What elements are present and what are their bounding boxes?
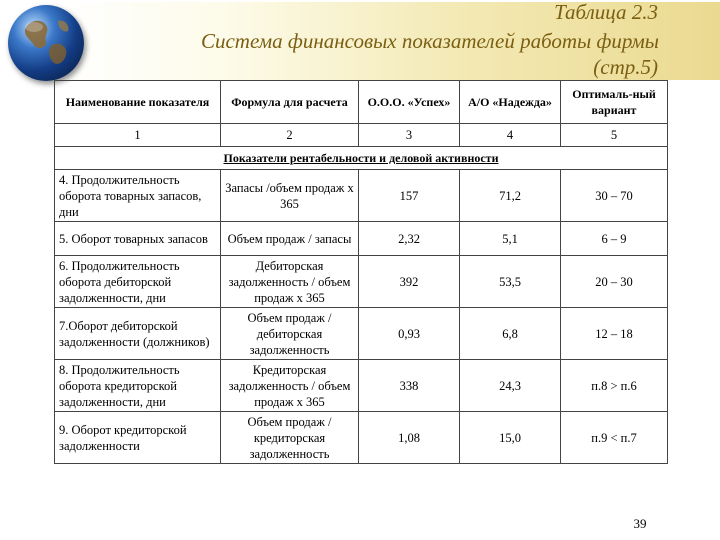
value-optimal: 6 – 9 (561, 222, 668, 256)
column-number: 5 (561, 124, 668, 147)
column-number: 2 (221, 124, 359, 147)
table-row (55, 360, 668, 412)
table-row (55, 256, 668, 308)
header-nadezhda: А/О «Надежда» (460, 81, 561, 124)
value-optimal: 12 – 18 (561, 308, 668, 360)
value-uspekh: 157 (359, 170, 460, 222)
column-number-row (55, 124, 668, 147)
value-nadezhda: 71,2 (460, 170, 561, 222)
formula: Объем продаж / дебиторская задолженность (221, 308, 359, 360)
header-optimal: Оптималь-ный вариант (561, 81, 668, 124)
formula: Кредиторская задолженность / объем продаж х 365 (221, 360, 359, 412)
column-number: 1 (55, 124, 221, 147)
indicator-name: 7.Оборот дебиторской задолженности (должников) (55, 308, 221, 360)
section-title: Показатели рентабельности и деловой активности (55, 147, 668, 170)
indicator-name: 5. Оборот товарных запасов (55, 222, 221, 256)
formula: Дебиторская задолженность / объем продаж х 365 (221, 256, 359, 308)
value-nadezhda: 53,5 (460, 256, 561, 308)
table-row (55, 412, 668, 464)
table-caption: Таблица 2.3 (554, 0, 658, 24)
slide-title: Система финансовых показателей работы фирмы (200, 29, 659, 53)
indicator-name: 6. Продолжительность оборота дебиторской задолженности, дни (55, 256, 221, 308)
page-reference: (стр.5) (593, 55, 658, 79)
value-nadezhda: 24,3 (460, 360, 561, 412)
value-uspekh: 2,32 (359, 222, 460, 256)
table-row (55, 222, 668, 256)
value-uspekh: 338 (359, 360, 460, 412)
table-row (55, 170, 668, 222)
value-nadezhda: 5,1 (460, 222, 561, 256)
indicator-name: 9. Оборот кредиторской задолженности (55, 412, 221, 464)
value-uspekh: 392 (359, 256, 460, 308)
section-row (55, 147, 668, 170)
formula: Объем продаж / кредиторская задолженность (221, 412, 359, 464)
value-uspekh: 1,08 (359, 412, 460, 464)
indicator-name: 8. Продолжительность оборота кредиторской задолженности, дни (55, 360, 221, 412)
financial-indicators-table (54, 80, 668, 464)
table-row (55, 308, 668, 360)
value-optimal: 30 – 70 (561, 170, 668, 222)
indicator-name: 4. Продолжительность оборота товарных запасов, дни (55, 170, 221, 222)
value-nadezhda: 6,8 (460, 308, 561, 360)
header-indicator-name: Наименование показателя (55, 81, 221, 124)
column-number: 4 (460, 124, 561, 147)
formula: Запасы /объем продаж х 365 (221, 170, 359, 222)
value-optimal: 20 – 30 (561, 256, 668, 308)
page-number: 39 (633, 516, 647, 531)
value-uspekh: 0,93 (359, 308, 460, 360)
value-nadezhda: 15,0 (460, 412, 561, 464)
globe-icon (8, 5, 84, 81)
header-formula: Формула для расчета (221, 81, 359, 124)
formula: Объем продаж / запасы (221, 222, 359, 256)
header-uspekh: О.О.О. «Успех» (359, 81, 460, 124)
column-number: 3 (359, 124, 460, 147)
value-optimal: п.8 > п.6 (561, 360, 668, 412)
value-optimal: п.9 < п.7 (561, 412, 668, 464)
table-header-row (55, 81, 668, 124)
